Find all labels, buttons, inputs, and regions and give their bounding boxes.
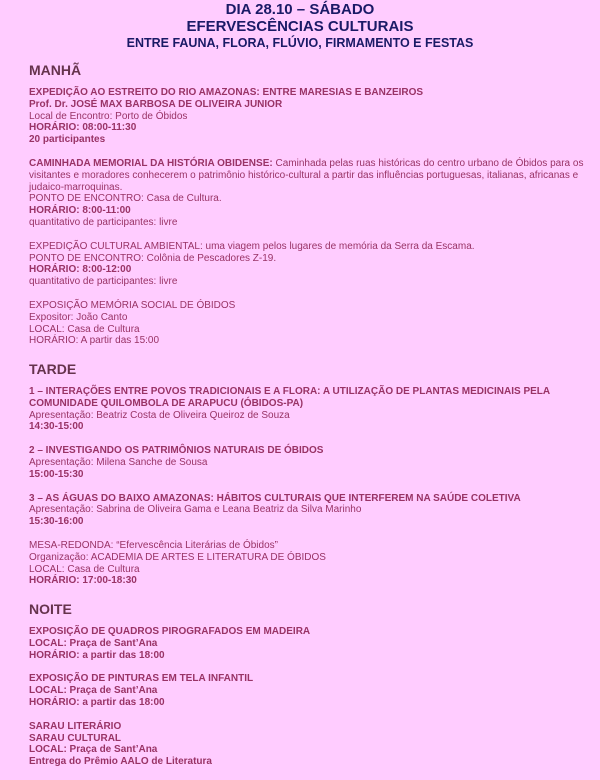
event-line: 2 – INVESTIGANDO OS PATRIMÔNIOS NATURAIS DE ÓBIDOS bbox=[29, 445, 324, 457]
event-expedicao-cultural bbox=[29, 241, 590, 288]
section-tarde bbox=[29, 361, 590, 599]
event-line: HORÁRIO: A partir das 15:00 bbox=[29, 335, 160, 347]
event-line: Apresentação: Sabrina de Oliveira Gama e Leana Beatriz da Silva Marinho bbox=[29, 504, 362, 516]
section-title-manha: MANHÃ bbox=[29, 62, 82, 78]
section-title-tarde: TARDE bbox=[29, 361, 77, 377]
event-line: PONTO DE ENCONTRO: Colônia de Pescadores Z-19. bbox=[29, 252, 277, 264]
event-line: HORÁRIO: 8:00-12:00 bbox=[29, 264, 132, 276]
event-title: EFERVESCÊNCIAS CULTURAIS bbox=[186, 18, 414, 35]
event-line: Entrega do Prêmio AALO de Literatura bbox=[29, 756, 212, 768]
event-exposicao-memoria bbox=[29, 300, 590, 347]
event-line: 3 – AS ÁGUAS DO BAIXO AMAZONAS: HÁBITOS CULTURAIS QUE INTERFEREM NA SAÚDE COLETIVA bbox=[29, 492, 521, 504]
section-title-noite: NOITE bbox=[29, 601, 72, 617]
event-line: SARAU CULTURAL bbox=[29, 732, 122, 744]
event-line: HORÁRIO: a partir das 18:00 bbox=[29, 696, 165, 708]
section-manha bbox=[29, 62, 590, 359]
event-line: LOCAL: Praça de Sant’Ana bbox=[29, 685, 158, 697]
event-noite-2 bbox=[29, 673, 590, 708]
event-description bbox=[29, 158, 590, 193]
event-noite-3 bbox=[29, 721, 590, 768]
event-line: 15:30-16:00 bbox=[29, 516, 84, 528]
event-line: quantitativo de participantes: livre bbox=[29, 216, 178, 228]
event-line: LOCAL: Casa de Cultura bbox=[29, 323, 140, 335]
event-line: HORÁRIO: a partir das 18:00 bbox=[29, 649, 165, 661]
event-subtitle: ENTRE FAUNA, FLORA, FLÚVIO, FIRMAMENTO E FESTAS bbox=[126, 36, 474, 50]
event-line: PONTO DE ENCONTRO: Casa de Cultura. bbox=[29, 193, 222, 205]
event-line: EXPEDIÇÃO CULTURAL AMBIENTAL: uma viagem pelos lugares de memória da Serra da Escama. bbox=[29, 240, 475, 252]
event-line: 20 participantes bbox=[29, 134, 106, 146]
date-heading: DIA 28.10 – SÁBADO bbox=[225, 1, 375, 18]
event-caminhada-memorial bbox=[29, 158, 590, 229]
event-line: Expositor: João Canto bbox=[29, 311, 128, 323]
event-line: 1 – INTERAÇÕES ENTRE POVOS TRADICIONAIS E A FLORA: A UTILIZAÇÃO DE PLANTAS MEDICINAIS PELA COMUNIDADE QUILOMBOLA DE ARAPUCU (ÓBIDOS-PA) bbox=[29, 386, 550, 409]
event-tarde-3 bbox=[29, 493, 590, 528]
event-line: Apresentação: Milena Sanche de Sousa bbox=[29, 456, 208, 468]
event-line: HORÁRIO: 8:00-11:00 bbox=[29, 205, 131, 217]
event-line: EXPOSIÇÃO DE PINTURAS EM TELA INFANTIL bbox=[29, 673, 254, 685]
event-tarde-1 bbox=[29, 386, 590, 433]
event-noite-1 bbox=[29, 626, 590, 661]
event-line: EXPOSIÇÃO MEMÓRIA SOCIAL DE ÓBIDOS bbox=[29, 299, 236, 311]
event-tarde-2 bbox=[29, 445, 590, 480]
event-line: EXPEDIÇÃO AO ESTREITO DO RIO AMAZONAS: ENTRE MARESIAS E BANZEIROS bbox=[29, 87, 424, 98]
event-line: HORÁRIO: 08:00-11:30 bbox=[29, 122, 137, 134]
event-line: SARAU LITERÁRIO bbox=[29, 720, 122, 732]
event-desc-text: Caminhada pelas ruas históricas do centro urbano de Óbidos para os visitantes e moradores conhecerem o patrimônio histórico-cultural a partir das influências portuguesas, italianas, africanas e judaico-marroquinas. bbox=[29, 157, 584, 193]
section-noite bbox=[29, 601, 590, 780]
event-line: 15:00-15:30 bbox=[29, 468, 84, 480]
event-line: HORÁRIO: 17:00-18:30 bbox=[29, 575, 137, 587]
event-line: LOCAL: Praça de Sant’Ana bbox=[29, 637, 158, 649]
event-mesa-redonda bbox=[29, 540, 590, 587]
event-expedicao-estreito bbox=[29, 87, 590, 146]
event-lead: CAMINHADA MEMORIAL DA HISTÓRIA OBIDENSE: bbox=[29, 157, 273, 169]
event-line: 14:30-15:00 bbox=[29, 421, 84, 433]
event-line: EXPOSIÇÃO DE QUADROS PIROGRAFADOS EM MADEIRA bbox=[29, 626, 311, 637]
event-line: Prof. Dr. JOSÉ MAX BARBOSA DE OLIVEIRA JUNIOR bbox=[29, 98, 283, 110]
event-line: Organização: ACADEMIA DE ARTES E LITERATURA DE ÓBIDOS bbox=[29, 551, 326, 563]
event-line: Apresentação: Beatriz Costa de Oliveira Queiroz de Souza bbox=[29, 409, 290, 421]
event-line: MESA-REDONDA: “Efervescência Literárias de Óbidos” bbox=[29, 539, 278, 551]
event-line: LOCAL: Casa de Cultura bbox=[29, 563, 140, 575]
event-line: LOCAL: Praça de Sant’Ana bbox=[29, 744, 158, 756]
event-line: Local de Encontro: Porto de Óbidos bbox=[29, 110, 188, 122]
event-line: quantitativo de participantes: livre bbox=[29, 276, 178, 288]
header bbox=[0, 0, 600, 51]
